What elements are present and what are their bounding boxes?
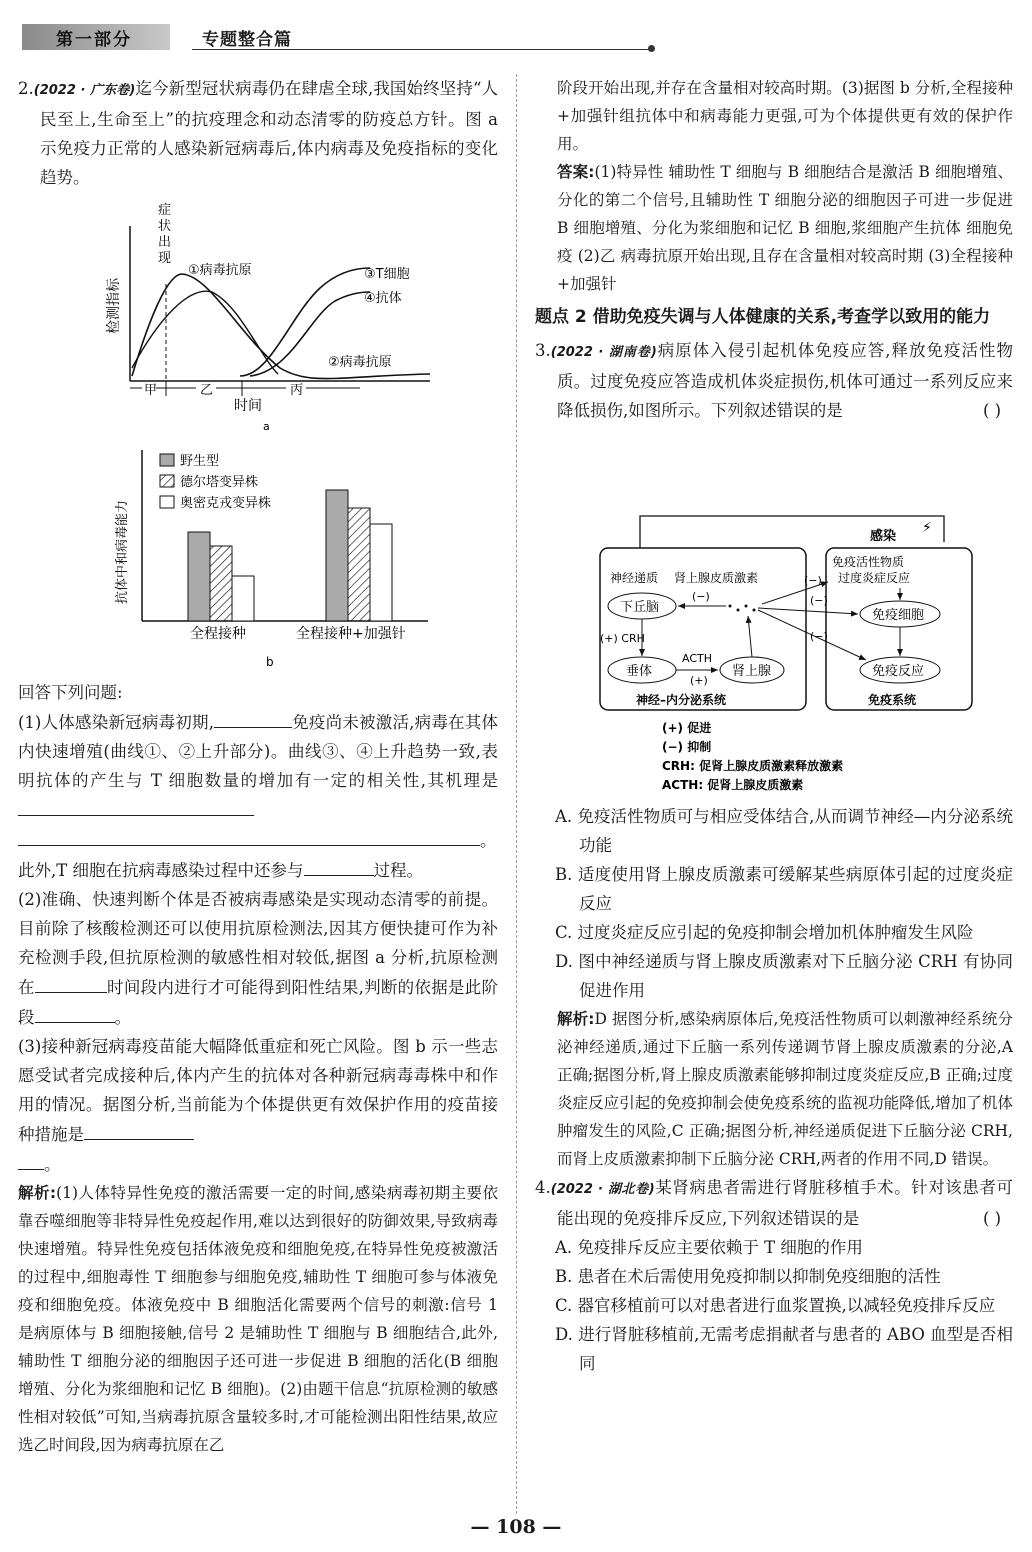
legend-inhibit: (−) 抑制 <box>662 740 712 754</box>
q4-answer-paren[interactable]: ( ) <box>983 1209 1002 1228</box>
header-part: 第一部分 <box>56 30 132 50</box>
blank-3[interactable] <box>18 825 480 846</box>
left-column-lower <box>18 678 498 1459</box>
svg-text:出: 出 <box>158 235 172 250</box>
svg-text:野生型: 野生型 <box>180 454 220 469</box>
legend-acth: ACTH: 促肾上腺皮质激素 <box>662 778 804 792</box>
immune-system-label: 免疫系统 <box>868 693 917 707</box>
bar-boost-delta <box>348 508 370 621</box>
immune-response: 免疫反应 <box>872 664 925 679</box>
bar-group-booster <box>326 490 392 621</box>
svg-text:(−): (−) <box>810 630 828 643</box>
q2-stem: 2.(2022 · 广东卷)迄今新型冠状病毒仍在肆虐全球,我国始终坚持“人民至上,生命至上”的抗疫理念和动态清零的防疫总方针。图 a 示免疫力正常的人感染新冠病毒后,体内病毒及免疫指标的变化趋势。 <box>18 79 498 187</box>
q2-analysis: 解析:(1)人体特异性免疫的激活需要一定的时间,感染病毒初期主要依靠吞噬细胞等非特异性免疫起作用,难以达到很好的防御效果,导致病毒快速增殖。特异性免疫包括体液免疫和细胞免疫,在特异性免疫被激活的过程中,细胞毒性 T 细胞参与细胞免疫,辅助性 T 细胞可参与体液免疫和细胞免疫。体液免疫中 B 细胞活化需要两个信号的刺激:信号 1 是病原体与 B 细胞接触,信号 2 是辅助性 T 细胞与 B 细胞结合,此外,辅助性 T 细胞分泌的细胞因子还可进一步促进 B 细胞的活化(B 细胞增殖、分化为浆细胞和记忆 B 细胞)。(2)由题干信息“抗原检测的敏感性相对较低”可知,当病毒抗原含量较多时,才可能检测出阳性结果,故应选乙时间段,因为病毒抗原在乙 <box>18 1184 498 1454</box>
q4-option-c[interactable]: C. 器官移植前可以对患者进行血浆置换,以减轻免疫排斥反应 <box>555 1296 996 1315</box>
q3-answer-paren[interactable]: ( ) <box>983 401 1002 420</box>
figure-b-caption: b <box>266 655 274 669</box>
gc-label: 肾上腺皮质激素 <box>674 571 759 585</box>
header-section: 专题整合篇 <box>202 30 292 50</box>
svg-text:现: 现 <box>158 251 172 266</box>
header-rule <box>192 49 650 50</box>
stage-bing: 丙 <box>290 383 304 398</box>
blank-8[interactable] <box>18 1149 44 1170</box>
right-column-lower <box>535 802 1013 1378</box>
topic-2-heading: 题点 2 借助免疫失调与人体健康的关系,考查学以致用的能力 <box>535 307 991 327</box>
bar-full-omicron <box>232 576 254 621</box>
pituitary: 垂体 <box>626 664 653 679</box>
legend-crh: CRH: 促肾上腺皮质激素释放激素 <box>662 759 844 773</box>
adrenal: 肾上腺 <box>732 664 772 679</box>
figure-b-legend <box>160 453 271 511</box>
infection-label: 感染 <box>870 529 897 544</box>
bar-boost-omicron <box>370 524 392 621</box>
figure-a-xlabel: 时间 <box>234 398 262 414</box>
q2-part3: (3)接种新冠病毒疫苗能大幅降低重症和死亡风险。图 b 示一些志愿受试者完成接种后,体内产生的抗体对各种新冠病毒毒株中和作用的情况。据图分析,当前能为个体提供更有效保护作用的疫苗接种措施是 。 <box>18 1037 498 1174</box>
figure-a-ylabel: 检测指标 <box>106 278 122 334</box>
q2-part1-cont: 此外,T 细胞在抗病毒感染过程中还参与 过程。 <box>18 855 498 885</box>
q2-analysis-cont: 阶段开始出现,并存在含量相对较高时期。(3)据图 b 分析,全程接种+加强针组抗体中和病毒能力更强,可为个体提供更有效的保护作用。 <box>557 79 1013 153</box>
figure-b <box>115 446 438 674</box>
ne-system-label: 神经–内分泌系统 <box>636 693 727 707</box>
hypothalamus: 下丘脑 <box>620 600 660 615</box>
svg-text:(−): (−) <box>810 594 828 607</box>
q3-option-d[interactable]: D. 图中神经递质与肾上腺皮质激素对下丘脑分泌 CRH 有协同促进作用 <box>555 952 1013 1000</box>
label-antibody: ④抗体 <box>364 291 402 306</box>
q3-stem: 3.(2022 · 湖南卷)病原体入侵引起机体免疫应答,释放免疫活性物质。过度免疫应答造成机体炎症损伤,机体可通过一系列反应来降低损伤,如图所示。下列叙述错误的是 ( ) <box>535 336 1013 425</box>
bar-full-wild <box>188 532 210 621</box>
q2-intro: 回答下列问题: <box>18 683 123 702</box>
lightning-icon: ⚡ <box>922 520 932 536</box>
label-antigen-2: ②病毒抗原 <box>328 355 392 370</box>
column-divider <box>516 74 517 1514</box>
svg-text:(−): (−) <box>692 590 710 603</box>
svg-text:状: 状 <box>158 219 172 234</box>
label-tcell: ③T细胞 <box>364 267 410 282</box>
symptom-marker <box>158 203 171 386</box>
curve-innate <box>132 291 278 374</box>
acth-plus: (+) <box>690 674 708 687</box>
q2-part2: (2)准确、快速判断个体是否被病毒感染是实现动态清零的前提。目前除了核酸检测还可以使用抗原检测法,因其方便快捷可作为补充检测手段,但抗原检测的敏感性相对较低,据图 a 分析,抗原检测在 时间段内进行才可能得到阳性结果,判断的依据是此阶段 。 <box>18 890 499 1027</box>
blank-5[interactable] <box>35 972 107 993</box>
figure-3-diagram <box>592 502 982 802</box>
blank-4[interactable] <box>304 855 374 876</box>
blank-6[interactable] <box>35 1002 115 1023</box>
q4-stem: 4.(2022 · 湖北卷)某肾病患者需进行肾脏移植手术。针对该患者可能出现的免疫排斥反应,下列叙述错误的是 ( ) <box>535 1173 1013 1233</box>
stage-yi: 乙 <box>200 383 214 398</box>
bar-full-delta <box>210 546 232 621</box>
svg-text:(−): (−) <box>804 574 822 587</box>
immune-cell: 免疫细胞 <box>872 608 925 623</box>
figure-a-caption: a <box>263 420 270 433</box>
q3-option-c[interactable]: C. 过度炎症反应引起的免疫抑制会增加机体肿瘤发生风险 <box>555 923 974 942</box>
bar-boost-wild <box>326 490 348 621</box>
q2-part1: (1)人体感染新冠病毒初期, 免疫尚未被激活,病毒在其体内快速增殖(曲线①、②上升部分)。曲线③、④上升趋势一致,表明抗体的产生与 T 细胞数量的增加有一定的相关性,其机理是 。 <box>18 707 498 855</box>
page-number: — 108 — <box>470 1516 562 1538</box>
nt-label: 神经递质 <box>610 571 659 585</box>
svg-text:奥密克戎变异株: 奥密克戎变异株 <box>180 496 272 511</box>
label-antigen-1: ①病毒抗原 <box>188 263 252 278</box>
crh-label: (+) CRH <box>600 632 645 645</box>
stage-ticks <box>130 381 360 396</box>
figure-a <box>106 196 440 436</box>
header-arrow-icon: ▶ <box>172 26 185 45</box>
right-column <box>535 74 1013 425</box>
blank-7[interactable] <box>84 1119 194 1140</box>
bar-group-full <box>188 532 254 621</box>
q3-analysis: 解析:D 据图分析,感染病原体后,免疫活性物质可以刺激神经系统分泌神经递质,通过下丘脑一系列传递调节肾上腺皮质激素的分泌,A 正确;据图分析,肾上腺皮质激素能够抑制过度炎症反应,B 正确;过度炎症反应引起的免疫抑制会使免疫系统的监视功能降低,增加了机体肿瘤发生的风险,C 正确;据图分析,神经递质促进下丘脑分泌 CRH,而肾上皮质激素抑制下丘脑分泌 CRH,两者的作用不同,D 错误。 <box>557 1010 1013 1168</box>
svg-text:德尔塔变异株: 德尔塔变异株 <box>180 475 259 490</box>
q2-answer: 答案:(1)特异性 辅助性 T 细胞与 B 细胞结合是激活 B 细胞增殖、分化的第二个信号,且辅助性 T 细胞分泌的细胞因子可进一步促进 B 细胞增殖、分化为浆细胞和记忆 B 细胞,浆细胞产生抗体 细胞免疫 (2)乙 病毒抗原开始出现,且存在含量相对较高时期 (3)全程接种+加强针 <box>557 163 1013 293</box>
page-header <box>22 24 634 50</box>
header-dot <box>648 45 655 52</box>
left-column <box>18 74 498 192</box>
svg-text:症: 症 <box>158 203 172 218</box>
stage-jia: 甲 <box>144 383 158 398</box>
group-label-full: 全程接种 <box>190 626 246 642</box>
q3-option-b[interactable]: B. 适度使用肾上腺皮质激素可缓解某些病原体引起的过度炎症反应 <box>555 865 1013 913</box>
q4-option-b[interactable]: B. 患者在术后需使用免疫抑制以抑制免疫细胞的活性 <box>555 1267 941 1286</box>
q4-option-d[interactable]: D. 进行肾脏移植前,无需考虑捐献者与患者的 ABO 血型是否相同 <box>555 1325 1013 1373</box>
blank-1[interactable] <box>214 707 292 728</box>
legend-promote: (+) 促进 <box>662 721 712 735</box>
group-label-booster: 全程接种+加强针 <box>296 626 406 642</box>
ias-label: 免疫活性物质 <box>832 555 905 569</box>
blank-2[interactable] <box>18 795 254 816</box>
inflammation-label: 过度炎症反应 <box>838 571 911 585</box>
q4-option-a[interactable]: A. 免疫排斥反应主要依赖于 T 细胞的作用 <box>555 1238 863 1257</box>
figure-b-ylabel: 抗体中和病毒能力 <box>115 499 130 604</box>
acth-label: ACTH <box>682 652 713 665</box>
q3-option-a[interactable]: A. 免疫活性物质可与相应受体结合,从而调节神经—内分泌系统功能 <box>555 807 1013 855</box>
